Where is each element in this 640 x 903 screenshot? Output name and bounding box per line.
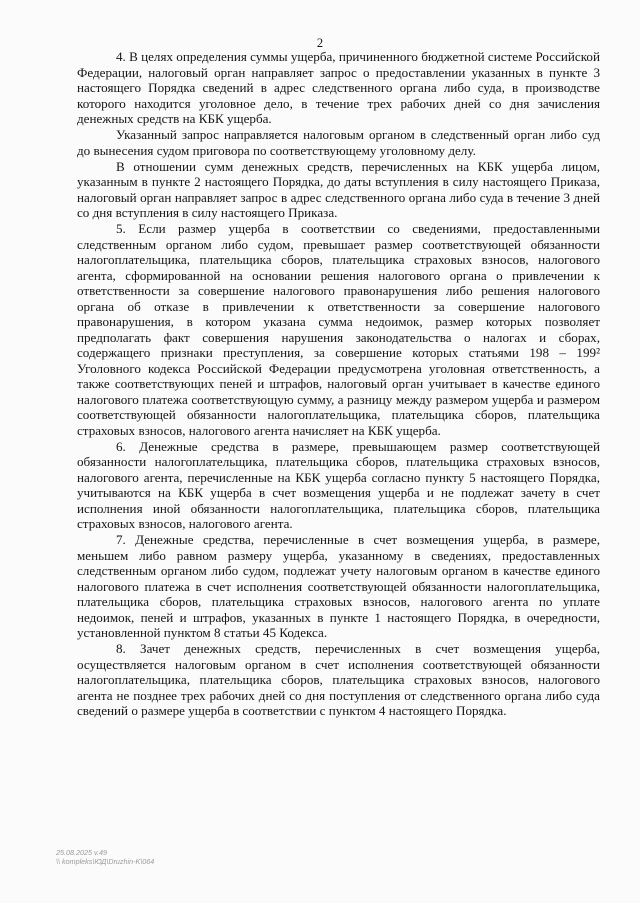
paragraph-5: 5. Если размер ущерба в соответствии со сведениями, предоставленными следственным органом либо судом, превышает размер соответствующей обязанности налогоплательщика, плательщика сборов, плательщика страховых взносов, налогового агента, сформированной на основании решения налогового органа о привлечении к ответственности за совершение налогового правонарушения либо решения налогового органа об отказе в привлечении к ответственности за совершение налогового правонарушения, в котором указана сумма недоимок, размер которых позволяет предполагать факт совершения нарушения законодательства о налогах и сборах, содержащего признаки преступления, за совершение которых статьями 198 – 199² Уголовного кодекса Российской Федерации предусмотрена уголовная ответственность, а также соответствующих пеней и штрафов, налоговый орган учитывает в качестве единого налогового платежа соответствующую сумму, а разницу между размером ущерба и размером соответствующей обязанности налогоплательщика, плательщика сборов, плательщика страховых взносов, налогового агента начисляет на КБК ущерба. (77, 221, 600, 438)
paragraph-4: 4. В целях определения суммы ущерба, причиненного бюджетной системе Российской Федерации, налоговый орган направляет запрос о предоставлении указанных в пункте 3 настоящего Порядка сведений в адрес следственного органа либо суда, в производстве которого находится уголовное дело, в течение трех рабочих дней со дня зачисления денежных средств на КБК ущерба. (77, 49, 600, 126)
document-body (77, 49, 600, 719)
document-footer (56, 849, 316, 866)
paragraph-8: 8. Зачет денежных средств, перечисленных в счет возмещения ущерба, осуществляется налоговым органом в счет исполнения соответствующей обязанности налогоплательщика, плательщика сборов, плательщика страховых взносов, налогового агента не позднее трех рабочих дней со дня поступления от следственного органа либо суда сведений о размере ущерба в соответствии с пунктом 4 настоящего Порядка. (77, 641, 600, 718)
footer-file-path: \\ kompleks\ЮД\Druzhin-K\064 (56, 856, 155, 866)
paragraph-4-request-note: Указанный запрос направляется налоговым органом в следственный орган либо суд до вынесения судом приговора по соответствующему уголовному делу. (77, 127, 600, 158)
page-number: 2 (316, 36, 324, 50)
paragraph-7: 7. Денежные средства, перечисленные в счет возмещения ущерба, в размере, меньшем либо равном размеру ущерба, указанному в сведениях, предоставленных следственным органом либо судом, подлежат учету налоговым органом в качестве единого налогового платежа в счет исполнения соответствующей обязанности налогоплательщика, плательщика сборов, плательщика страховых взносов, налогового агента по уплате недоимок, пеней и штрафов, указанных в пункте 1 настоящего Порядка, в очередности, установленной пунктом 8 статьи 45 Кодекса. (77, 532, 600, 640)
footer-version: 25.08.2025 v.49 (56, 848, 108, 857)
paragraph-6: 6. Денежные средства в размере, превышающем размер соответствующей обязанности налогоплательщика, плательщика сборов, плательщика страховых взносов, налогового агента, перечисленные на КБК ущерба согласно пункту 5 настоящего Порядка, учитываются на КБК ущерба в счет возмещения ущерба и не подлежат зачету в счет исполнения иной обязанности налогоплательщика, плательщика сборов, плательщика страховых взносов, налогового агента. (77, 438, 600, 531)
paragraph-4-transitional: В отношении сумм денежных средств, перечисленных на КБК ущерба лицом, указанным в пункте 2 настоящего Порядка, до даты вступления в силу настоящего Приказа, налоговый орган направляет запрос в адрес следственного органа либо суда в течение 3 дней со дня вступления в силу настоящего Приказа. (77, 158, 600, 220)
